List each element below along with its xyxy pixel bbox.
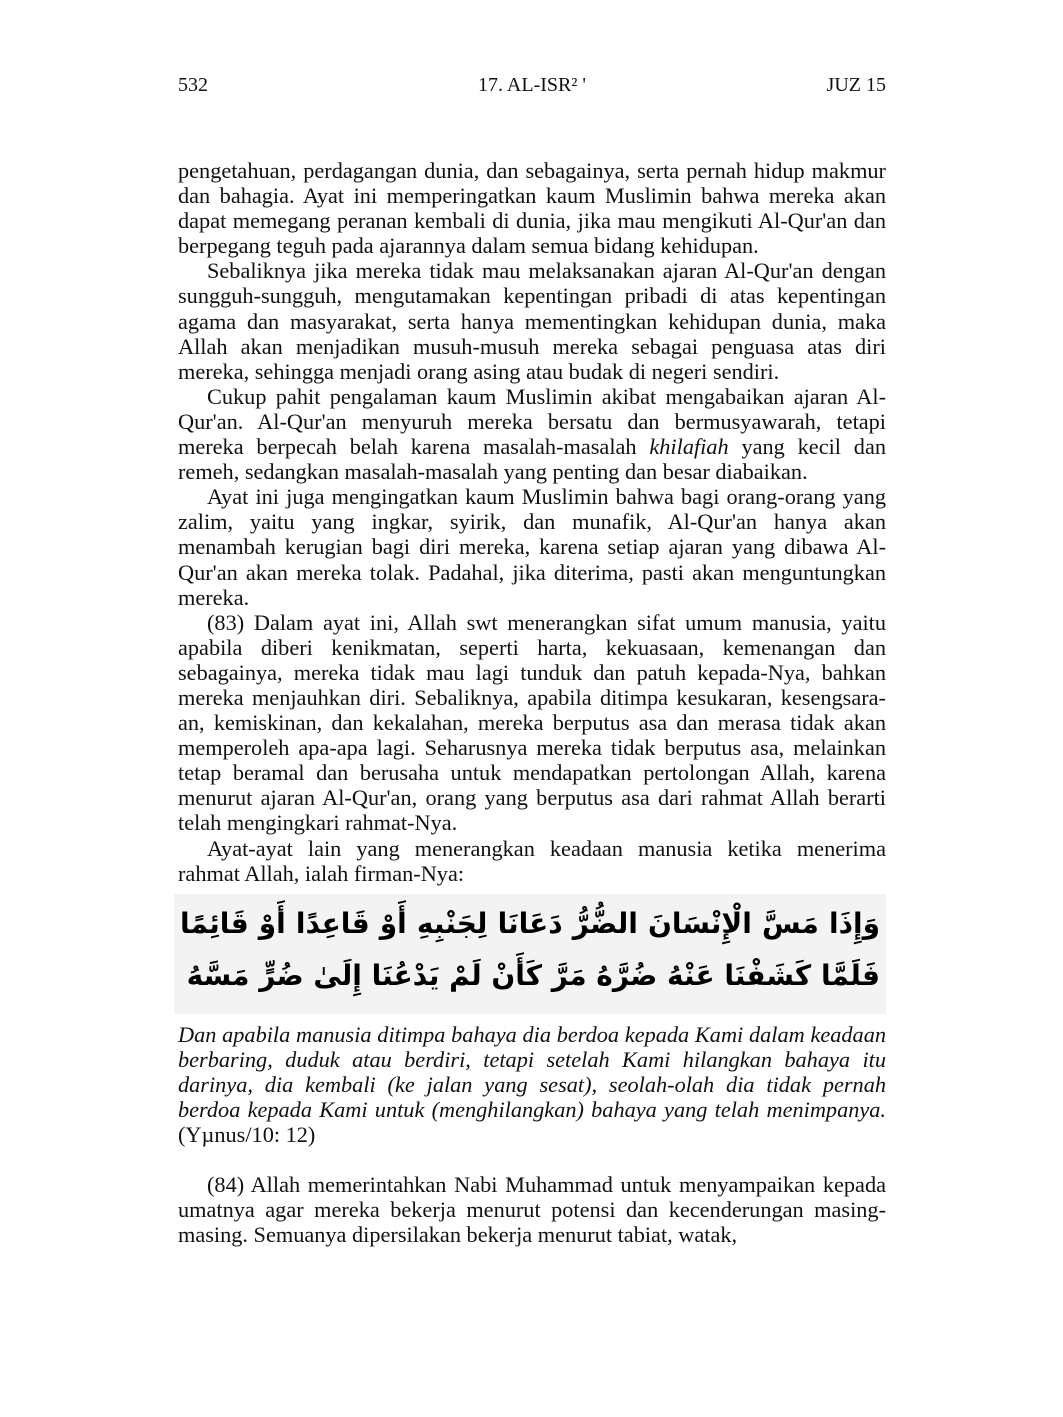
paragraph: Sebaliknya jika mereka tidak mau melaksanakan ajaran Al-Qur'an dengan sungguh-sungguh, mengutamakan kepentingan pribadi di atas kepentingan agama dan masyarakat, serta hanya mementingkan kehidupan dunia, maka Allah akan menjadikan musuh-musuh mereka sebagai penguasa atas diri mereka, sehingga menjadi orang asing atau budak di negeri sendiri. <box>178 258 886 384</box>
arabic-verse: وَإِذَا مَسَّ الْإِنْسَانَ الضُّرُّ دَعَانَا لِجَنْبِهِ أَوْ قَاعِدًا أَوْ قَائِمًا فَلَمَّا كَشَفْنَا عَنْهُ ضُرَّهُ مَرَّ كَأَنْ لَمْ يَدْعُنَا إِلَىٰ ضُرٍّ مَسَّهُ <box>174 894 886 1014</box>
paragraph: Ayat ini juga mengingatkan kaum Muslimin bahwa bagi orang-orang yang zalim, yaitu yang ingkar, syirik, dan munafik, Al-Qur'an hanya akan menambah kerugian bagi diri mereka, karena setiap ajaran yang dibawa Al-Qur'an akan mereka tolak. Padahal, jika diterima, pasti akan menguntungkan mereka. <box>178 484 886 610</box>
paragraph <box>178 384 886 484</box>
running-header <box>178 74 886 102</box>
juz-label: JUZ 15 <box>826 74 886 96</box>
translation-text: Dan apabila manusia ditimpa bahaya dia berdoa kepada Kami dalam keadaan berbaring, duduk atau berdiri, tetapi setelah Kami hilangkan bahaya itu darinya, dia kembali (ke jalan yang sesat), seolah-olah dia tidak pernah berdoa kepada Kami untuk (menghilangkan) bahaya yang telah menimpanya. <box>178 1021 886 1122</box>
page-body <box>178 158 886 1247</box>
page-number: 532 <box>178 74 208 96</box>
text: yang kecil dan remeh, sedangkan masalah-masalah yang penting dan besar diabaikan. <box>178 434 886 485</box>
text: Cukup pahit pengalaman kaum Muslimin akibat mengabaikan ajaran Al-Qur'an. Al-Qur'an menyuruh mereka bersatu dan bermusyawarah, tetapi mereka berpecah belah karena masalah-masalah <box>178 383 886 460</box>
paragraph: (84) Allah memerintahkan Nabi Muhammad untuk menyampaikan kepada umatnya agar mereka bekerja menurut potensi dan kecenderungan masing-masing. Semuanya dipersilakan bekerja menurut tabiat, watak, <box>178 1172 886 1248</box>
paragraph: Ayat-ayat lain yang menerangkan keadaan manusia ketika menerima rahmat Allah, ialah firman-Nya: <box>178 835 886 886</box>
paragraph: (83) Dalam ayat ini, Allah swt menerangkan sifat umum manusia, yaitu apabila diberi kenikmatan, seperti harta, kekuasaan, kemenangan dan sebagainya, mereka tidak mau lagi tunduk dan patuh kepada-Nya, bahkan mereka menjauhkan diri. Sebaliknya, apabila ditimpa kesukaran, kesengsara-an, kemiskinan, dan kekalahan, mereka berputus asa dan merasa tidak akan memperoleh apa-apa lagi. Seharusnya mereka tidak berputus asa, melainkan tetap beramal dan berusaha untuk mendapatkan pertolongan Allah, karena menurut ajaran Al-Qur'an, orang yang berputus asa dari rahmat Allah berarti telah mengingkari rahmat-Nya. <box>178 609 886 836</box>
verse-citation: (Yµnus/10: 12) <box>178 1122 316 1148</box>
paragraph: pengetahuan, perdagangan dunia, dan sebagainya, serta pernah hidup makmur dan bahagia. Ayat ini memperingatkan kaum Muslimin bahwa mereka akan dapat memegang peranan kembali di dunia, jika mau mengikuti Al-Qur'an dan berpegang teguh pada ajarannya dalam semua bidang kehidupan. <box>178 158 886 259</box>
italic-term: khilafiah <box>649 434 729 460</box>
chapter-title: 17. AL-ISR² ' <box>478 74 586 96</box>
verse-translation <box>178 1022 886 1147</box>
